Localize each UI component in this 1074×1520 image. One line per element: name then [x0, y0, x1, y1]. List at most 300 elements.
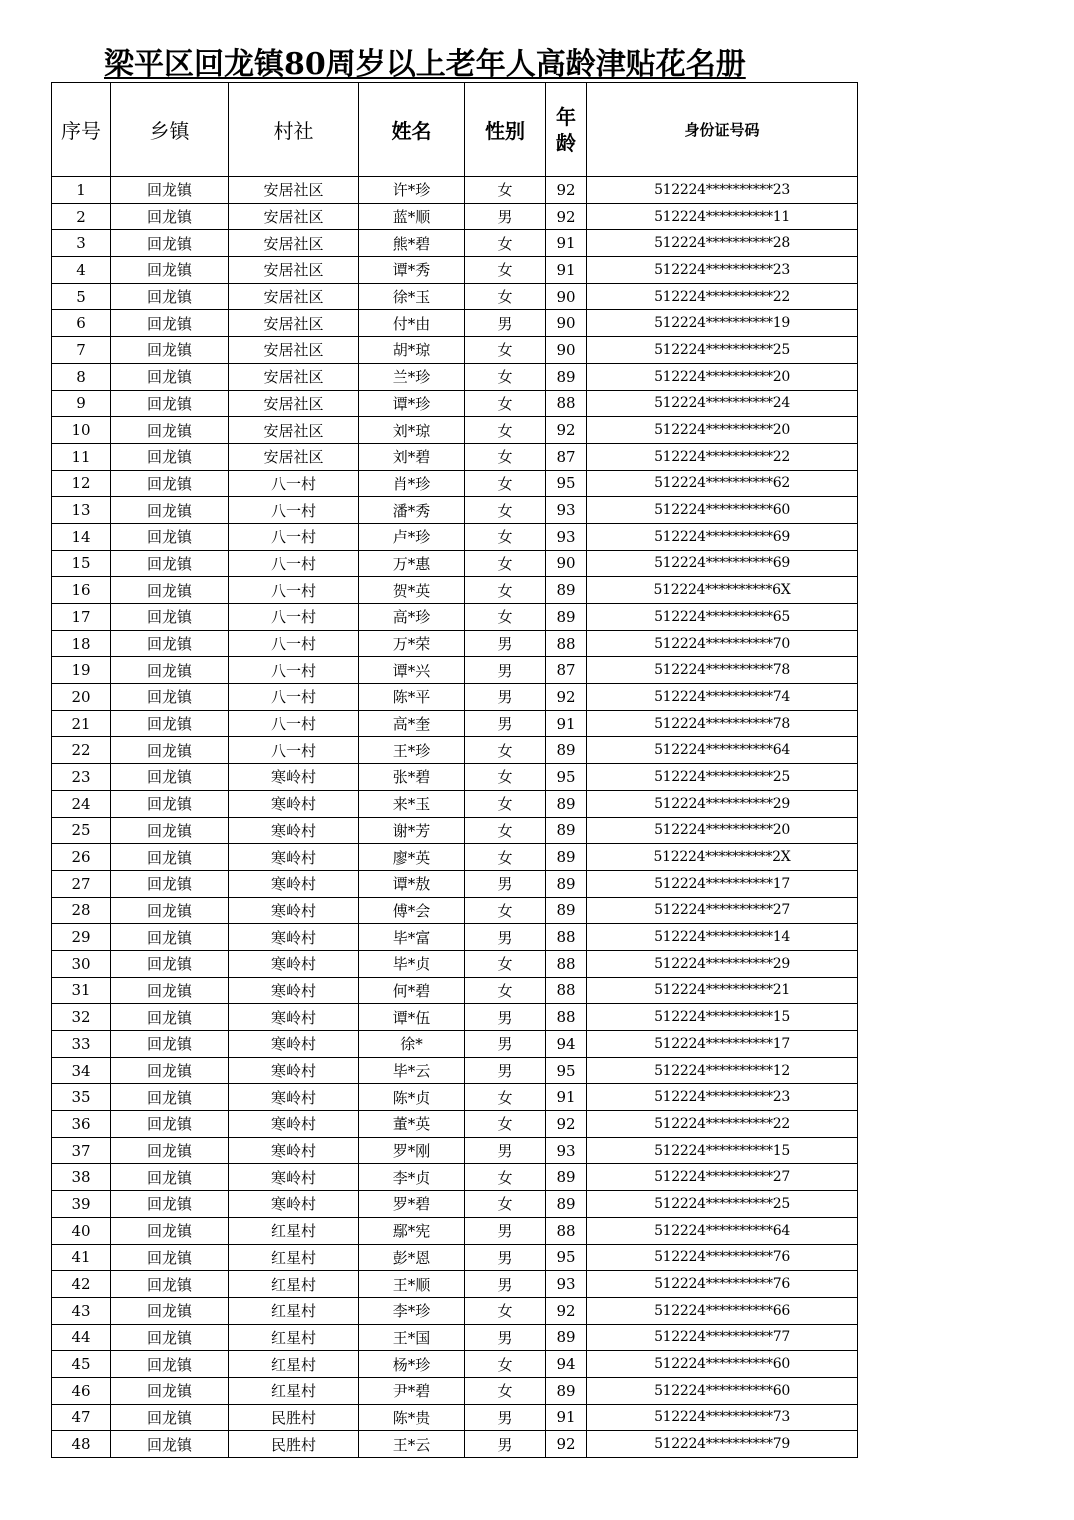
cell-gender: 女 — [465, 950, 546, 977]
cell-village: 红星村 — [229, 1217, 359, 1244]
cell-name: 罗*碧 — [359, 1191, 465, 1218]
cell-id: 512224**********17 — [587, 870, 858, 897]
cell-index: 32 — [52, 1004, 111, 1031]
cell-village: 寒岭村 — [229, 1164, 359, 1191]
cell-name: 谢*芳 — [359, 817, 465, 844]
table-row — [52, 363, 858, 390]
cell-age: 89 — [546, 604, 587, 631]
cell-village: 寒岭村 — [229, 1084, 359, 1111]
cell-id: 512224**********25 — [587, 1191, 858, 1218]
cell-town: 回龙镇 — [111, 1057, 229, 1084]
cell-gender: 男 — [465, 1244, 546, 1271]
cell-index: 20 — [52, 684, 111, 711]
cell-id: 512224**********23 — [587, 1084, 858, 1111]
cell-index: 9 — [52, 390, 111, 417]
cell-age: 95 — [546, 470, 587, 497]
cell-name: 高*奎 — [359, 710, 465, 737]
cell-gender: 男 — [465, 1271, 546, 1298]
cell-village: 红星村 — [229, 1244, 359, 1271]
cell-gender: 女 — [465, 230, 546, 257]
cell-age: 93 — [546, 523, 587, 550]
cell-village: 红星村 — [229, 1351, 359, 1378]
cell-town: 回龙镇 — [111, 977, 229, 1004]
cell-name: 刘*碧 — [359, 443, 465, 470]
cell-index: 11 — [52, 443, 111, 470]
header-town: 乡镇 — [111, 83, 229, 177]
cell-gender: 女 — [465, 1377, 546, 1404]
cell-age: 89 — [546, 844, 587, 871]
cell-id: 512224**********6X — [587, 577, 858, 604]
cell-index: 33 — [52, 1031, 111, 1058]
cell-id: 512224**********78 — [587, 710, 858, 737]
table-row — [52, 870, 858, 897]
cell-id: 512224**********29 — [587, 950, 858, 977]
cell-index: 3 — [52, 230, 111, 257]
table-row — [52, 977, 858, 1004]
cell-gender: 女 — [465, 1351, 546, 1378]
cell-name: 陈*平 — [359, 684, 465, 711]
cell-id: 512224**********62 — [587, 470, 858, 497]
cell-village: 八一村 — [229, 577, 359, 604]
cell-village: 寒岭村 — [229, 950, 359, 977]
table-row — [52, 1351, 858, 1378]
cell-name: 罗*刚 — [359, 1137, 465, 1164]
cell-id: 512224**********2X — [587, 844, 858, 871]
cell-index: 29 — [52, 924, 111, 951]
cell-index: 6 — [52, 310, 111, 337]
cell-town: 回龙镇 — [111, 1084, 229, 1111]
table-row — [52, 577, 858, 604]
table-row — [52, 257, 858, 284]
cell-name: 来*玉 — [359, 790, 465, 817]
cell-village: 寒岭村 — [229, 817, 359, 844]
table-row — [52, 950, 858, 977]
table-row — [52, 1324, 858, 1351]
header-gender: 性别 — [465, 83, 546, 177]
table-row — [52, 1004, 858, 1031]
cell-id: 512224**********20 — [587, 417, 858, 444]
cell-index: 36 — [52, 1111, 111, 1138]
cell-town: 回龙镇 — [111, 1111, 229, 1138]
cell-id: 512224**********25 — [587, 764, 858, 791]
cell-town: 回龙镇 — [111, 1217, 229, 1244]
cell-name: 许*珍 — [359, 177, 465, 204]
table-row — [52, 390, 858, 417]
cell-age: 89 — [546, 817, 587, 844]
cell-name: 陈*贵 — [359, 1404, 465, 1431]
cell-gender: 男 — [465, 1004, 546, 1031]
cell-id: 512224**********22 — [587, 443, 858, 470]
cell-name: 万*荣 — [359, 630, 465, 657]
cell-id: 512224**********29 — [587, 790, 858, 817]
cell-name: 毕*富 — [359, 924, 465, 951]
cell-gender: 男 — [465, 1404, 546, 1431]
cell-index: 46 — [52, 1377, 111, 1404]
cell-village: 八一村 — [229, 630, 359, 657]
cell-town: 回龙镇 — [111, 390, 229, 417]
table-row — [52, 1191, 858, 1218]
cell-id: 512224**********27 — [587, 897, 858, 924]
cell-gender: 女 — [465, 443, 546, 470]
cell-town: 回龙镇 — [111, 764, 229, 791]
cell-town: 回龙镇 — [111, 497, 229, 524]
cell-village: 寒岭村 — [229, 1057, 359, 1084]
header-village: 村社 — [229, 83, 359, 177]
cell-town: 回龙镇 — [111, 257, 229, 284]
cell-index: 1 — [52, 177, 111, 204]
table-row — [52, 924, 858, 951]
cell-village: 寒岭村 — [229, 977, 359, 1004]
cell-town: 回龙镇 — [111, 657, 229, 684]
cell-village: 安居社区 — [229, 443, 359, 470]
cell-village: 寒岭村 — [229, 1004, 359, 1031]
cell-name: 徐* — [359, 1031, 465, 1058]
cell-gender: 女 — [465, 337, 546, 364]
cell-gender: 男 — [465, 1137, 546, 1164]
cell-age: 92 — [546, 417, 587, 444]
cell-village: 安居社区 — [229, 363, 359, 390]
cell-id: 512224**********12 — [587, 1057, 858, 1084]
cell-village: 民胜村 — [229, 1404, 359, 1431]
cell-town: 回龙镇 — [111, 230, 229, 257]
table-row — [52, 310, 858, 337]
table-row — [52, 897, 858, 924]
cell-village: 八一村 — [229, 470, 359, 497]
cell-village: 安居社区 — [229, 390, 359, 417]
cell-id: 512224**********28 — [587, 230, 858, 257]
table-row — [52, 1244, 858, 1271]
cell-id: 512224**********19 — [587, 310, 858, 337]
cell-index: 12 — [52, 470, 111, 497]
cell-id: 512224**********69 — [587, 550, 858, 577]
cell-gender: 女 — [465, 1164, 546, 1191]
cell-gender: 女 — [465, 1191, 546, 1218]
cell-village: 寒岭村 — [229, 844, 359, 871]
cell-age: 95 — [546, 764, 587, 791]
cell-village: 寒岭村 — [229, 764, 359, 791]
cell-age: 91 — [546, 230, 587, 257]
cell-gender: 男 — [465, 657, 546, 684]
cell-age: 91 — [546, 257, 587, 284]
cell-age: 93 — [546, 1271, 587, 1298]
cell-index: 5 — [52, 283, 111, 310]
cell-village: 寒岭村 — [229, 897, 359, 924]
table-row — [52, 1404, 858, 1431]
cell-age: 91 — [546, 1404, 587, 1431]
cell-village: 安居社区 — [229, 177, 359, 204]
table-row — [52, 817, 858, 844]
cell-id: 512224**********20 — [587, 363, 858, 390]
cell-index: 22 — [52, 737, 111, 764]
cell-name: 徐*玉 — [359, 283, 465, 310]
cell-name: 彭*恩 — [359, 1244, 465, 1271]
header-age — [546, 83, 587, 177]
cell-town: 回龙镇 — [111, 1244, 229, 1271]
cell-gender: 男 — [465, 924, 546, 951]
table-row — [52, 443, 858, 470]
cell-gender: 女 — [465, 283, 546, 310]
table-row — [52, 657, 858, 684]
cell-village: 寒岭村 — [229, 870, 359, 897]
cell-age: 95 — [546, 1244, 587, 1271]
cell-gender: 男 — [465, 310, 546, 337]
table-row — [52, 1084, 858, 1111]
table-row — [52, 1297, 858, 1324]
table-row — [52, 1431, 858, 1458]
cell-town: 回龙镇 — [111, 470, 229, 497]
cell-town: 回龙镇 — [111, 1031, 229, 1058]
cell-age: 88 — [546, 630, 587, 657]
cell-index: 28 — [52, 897, 111, 924]
cell-name: 张*碧 — [359, 764, 465, 791]
table-header-row — [52, 83, 858, 177]
cell-gender: 男 — [465, 203, 546, 230]
header-index: 序号 — [52, 83, 111, 177]
cell-town: 回龙镇 — [111, 1351, 229, 1378]
cell-gender: 女 — [465, 844, 546, 871]
cell-age: 93 — [546, 497, 587, 524]
cell-index: 21 — [52, 710, 111, 737]
cell-gender: 女 — [465, 177, 546, 204]
cell-town: 回龙镇 — [111, 630, 229, 657]
table-row — [52, 550, 858, 577]
cell-age: 90 — [546, 337, 587, 364]
cell-name: 谭*敖 — [359, 870, 465, 897]
header-age-char-2: 龄 — [556, 130, 576, 155]
cell-age: 89 — [546, 1324, 587, 1351]
cell-index: 16 — [52, 577, 111, 604]
cell-age: 90 — [546, 283, 587, 310]
cell-index: 15 — [52, 550, 111, 577]
cell-age: 90 — [546, 310, 587, 337]
table-row — [52, 1164, 858, 1191]
cell-age: 87 — [546, 657, 587, 684]
cell-id: 512224**********23 — [587, 177, 858, 204]
cell-village: 红星村 — [229, 1324, 359, 1351]
cell-name: 何*碧 — [359, 977, 465, 1004]
cell-village: 寒岭村 — [229, 924, 359, 951]
cell-id: 512224**********22 — [587, 283, 858, 310]
cell-age: 88 — [546, 950, 587, 977]
cell-age: 91 — [546, 710, 587, 737]
cell-town: 回龙镇 — [111, 1004, 229, 1031]
cell-village: 红星村 — [229, 1377, 359, 1404]
cell-gender: 女 — [465, 390, 546, 417]
cell-gender: 男 — [465, 684, 546, 711]
cell-index: 30 — [52, 950, 111, 977]
cell-village: 八一村 — [229, 497, 359, 524]
cell-age: 89 — [546, 363, 587, 390]
cell-name: 杨*珍 — [359, 1351, 465, 1378]
table-row — [52, 497, 858, 524]
cell-town: 回龙镇 — [111, 443, 229, 470]
cell-index: 44 — [52, 1324, 111, 1351]
cell-age: 90 — [546, 550, 587, 577]
cell-id: 512224**********66 — [587, 1297, 858, 1324]
cell-index: 31 — [52, 977, 111, 1004]
cell-id: 512224**********64 — [587, 1217, 858, 1244]
table-row — [52, 1377, 858, 1404]
cell-name: 毕*贞 — [359, 950, 465, 977]
cell-name: 李*贞 — [359, 1164, 465, 1191]
cell-id: 512224**********64 — [587, 737, 858, 764]
table-row — [52, 604, 858, 631]
cell-village: 八一村 — [229, 684, 359, 711]
cell-name: 熊*碧 — [359, 230, 465, 257]
cell-gender: 男 — [465, 1324, 546, 1351]
cell-town: 回龙镇 — [111, 950, 229, 977]
cell-index: 38 — [52, 1164, 111, 1191]
cell-village: 寒岭村 — [229, 1031, 359, 1058]
cell-town: 回龙镇 — [111, 417, 229, 444]
cell-village: 寒岭村 — [229, 790, 359, 817]
cell-id: 512224**********27 — [587, 1164, 858, 1191]
cell-town: 回龙镇 — [111, 737, 229, 764]
cell-gender: 女 — [465, 550, 546, 577]
cell-name: 鄢*宪 — [359, 1217, 465, 1244]
cell-name: 潘*秀 — [359, 497, 465, 524]
cell-gender: 女 — [465, 817, 546, 844]
cell-id: 512224**********60 — [587, 1351, 858, 1378]
table-row — [52, 470, 858, 497]
cell-index: 42 — [52, 1271, 111, 1298]
cell-gender: 女 — [465, 257, 546, 284]
cell-id: 512224**********21 — [587, 977, 858, 1004]
cell-village: 安居社区 — [229, 257, 359, 284]
cell-age: 89 — [546, 577, 587, 604]
cell-town: 回龙镇 — [111, 1164, 229, 1191]
table-row — [52, 764, 858, 791]
cell-index: 8 — [52, 363, 111, 390]
cell-index: 26 — [52, 844, 111, 871]
table-row — [52, 417, 858, 444]
cell-gender: 男 — [465, 630, 546, 657]
cell-index: 10 — [52, 417, 111, 444]
cell-id: 512224**********76 — [587, 1271, 858, 1298]
cell-id: 512224**********60 — [587, 1377, 858, 1404]
table-row — [52, 523, 858, 550]
cell-age: 89 — [546, 897, 587, 924]
cell-age: 92 — [546, 1297, 587, 1324]
header-name: 姓名 — [359, 83, 465, 177]
cell-id: 512224**********74 — [587, 684, 858, 711]
cell-index: 43 — [52, 1297, 111, 1324]
table-row — [52, 684, 858, 711]
cell-village: 八一村 — [229, 737, 359, 764]
cell-town: 回龙镇 — [111, 844, 229, 871]
cell-name: 刘*琼 — [359, 417, 465, 444]
cell-name: 万*惠 — [359, 550, 465, 577]
cell-age: 88 — [546, 924, 587, 951]
cell-name: 傅*会 — [359, 897, 465, 924]
cell-name: 李*珍 — [359, 1297, 465, 1324]
cell-town: 回龙镇 — [111, 1377, 229, 1404]
cell-index: 48 — [52, 1431, 111, 1458]
cell-age: 89 — [546, 1164, 587, 1191]
cell-village: 八一村 — [229, 523, 359, 550]
cell-village: 安居社区 — [229, 283, 359, 310]
cell-gender: 男 — [465, 710, 546, 737]
cell-id: 512224**********15 — [587, 1137, 858, 1164]
cell-name: 王*顺 — [359, 1271, 465, 1298]
cell-name: 王*国 — [359, 1324, 465, 1351]
cell-index: 17 — [52, 604, 111, 631]
cell-gender: 女 — [465, 977, 546, 1004]
roster-table — [51, 82, 858, 1458]
cell-index: 13 — [52, 497, 111, 524]
cell-age: 89 — [546, 1377, 587, 1404]
cell-name: 王*云 — [359, 1431, 465, 1458]
cell-age: 87 — [546, 443, 587, 470]
cell-age: 95 — [546, 1057, 587, 1084]
cell-index: 2 — [52, 203, 111, 230]
cell-town: 回龙镇 — [111, 1137, 229, 1164]
table-row — [52, 790, 858, 817]
cell-age: 88 — [546, 1004, 587, 1031]
cell-age: 92 — [546, 1111, 587, 1138]
cell-age: 88 — [546, 390, 587, 417]
cell-id: 512224**********15 — [587, 1004, 858, 1031]
cell-index: 37 — [52, 1137, 111, 1164]
cell-index: 45 — [52, 1351, 111, 1378]
cell-village: 民胜村 — [229, 1431, 359, 1458]
cell-gender: 男 — [465, 1057, 546, 1084]
cell-gender: 男 — [465, 1031, 546, 1058]
cell-village: 红星村 — [229, 1271, 359, 1298]
table-row — [52, 1217, 858, 1244]
cell-town: 回龙镇 — [111, 1431, 229, 1458]
table-row — [52, 844, 858, 871]
cell-gender: 男 — [465, 870, 546, 897]
cell-town: 回龙镇 — [111, 604, 229, 631]
cell-town: 回龙镇 — [111, 924, 229, 951]
cell-id: 512224**********65 — [587, 604, 858, 631]
cell-name: 高*珍 — [359, 604, 465, 631]
table-row — [52, 1031, 858, 1058]
cell-age: 92 — [546, 177, 587, 204]
cell-town: 回龙镇 — [111, 1191, 229, 1218]
cell-village: 八一村 — [229, 657, 359, 684]
cell-index: 7 — [52, 337, 111, 364]
cell-town: 回龙镇 — [111, 790, 229, 817]
cell-village: 安居社区 — [229, 337, 359, 364]
cell-age: 88 — [546, 1217, 587, 1244]
cell-age: 89 — [546, 737, 587, 764]
cell-town: 回龙镇 — [111, 684, 229, 711]
table-row — [52, 737, 858, 764]
cell-village: 安居社区 — [229, 230, 359, 257]
cell-gender: 女 — [465, 363, 546, 390]
cell-index: 39 — [52, 1191, 111, 1218]
cell-age: 92 — [546, 203, 587, 230]
header-age-char-1: 年 — [556, 104, 576, 129]
cell-name: 谭*兴 — [359, 657, 465, 684]
cell-id: 512224**********22 — [587, 1111, 858, 1138]
cell-town: 回龙镇 — [111, 283, 229, 310]
cell-id: 512224**********60 — [587, 497, 858, 524]
cell-gender: 男 — [465, 1431, 546, 1458]
cell-index: 19 — [52, 657, 111, 684]
table-row — [52, 630, 858, 657]
cell-gender: 女 — [465, 1111, 546, 1138]
cell-id: 512224**********69 — [587, 523, 858, 550]
cell-id: 512224**********73 — [587, 1404, 858, 1431]
cell-village: 寒岭村 — [229, 1137, 359, 1164]
cell-town: 回龙镇 — [111, 310, 229, 337]
cell-gender: 女 — [465, 1084, 546, 1111]
cell-village: 八一村 — [229, 604, 359, 631]
cell-age: 92 — [546, 684, 587, 711]
